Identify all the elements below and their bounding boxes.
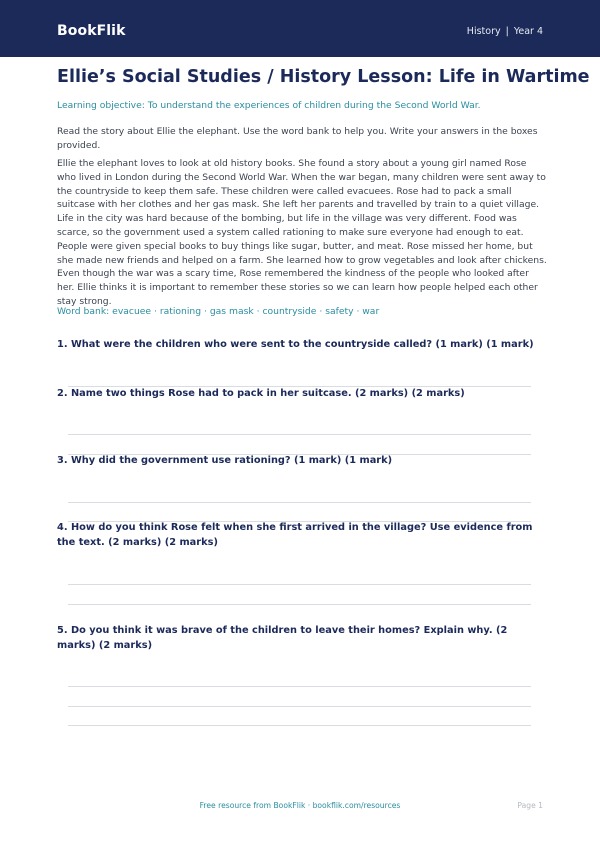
word-bank <box>57 306 547 318</box>
page-header <box>0 0 600 57</box>
page-footer <box>0 801 600 815</box>
question-1: 1. What were the children who were sent to the countryside called? (1 mark) (1 mark) <box>57 339 534 350</box>
answer-line[interactable] <box>68 604 531 605</box>
page-number: Page 1 <box>517 801 543 810</box>
word-bank-item: · gas mask <box>201 306 254 317</box>
question-4: 4. How do you think Rose felt when she first arrived in the village? Use evidence from the text. (2 marks) (2 marks) <box>57 522 533 548</box>
answer-line[interactable] <box>68 725 531 726</box>
question-3: 3. Why did the government use rationing? (1 mark) (1 mark) <box>57 455 393 466</box>
answer-line[interactable] <box>68 502 531 503</box>
brand-logo[interactable]: BookFlik <box>57 23 126 39</box>
word-bank-label: Word bank: <box>57 306 110 317</box>
answer-line[interactable] <box>68 434 531 435</box>
answer-line[interactable] <box>68 706 531 707</box>
year-label: Year 4 <box>513 26 543 37</box>
story-text: Ellie the elephant loves to look at old history books. She found a story about a young girl named Rose who lived in London during the Second World War. When the war began, many children were sent away to the countryside to keep them safe. These children were called evacuees. Rose had to pack a small suitcase with her clothes and her gas mask. She left her parents and travelled by train to a quiet village. Life in the city was hard because of the bombing, but life in the village was very different. Food was scarce, so the government used a system called rationing to make sure everyone had enough to eat. People were given special books to buy things like sugar, butter, and meat. Rose missed her home, but she made new friends and helped on a farm. She learned how to grow vegetables and look after chickens. Even though the war was a scary time, Rose remembered the kindness of the people who looked after her. Ellie thinks it is important to remember these stories so we can learn how people helped each other stay strong. <box>57 158 547 307</box>
instructions: Read the story about Ellie the elephant. Use the word bank to help you. Write your answers in the boxes provided. <box>57 126 538 151</box>
word-bank-item: · rationing <box>151 306 201 317</box>
answer-line[interactable] <box>68 584 531 585</box>
subject-label: History <box>466 26 501 37</box>
question-5: 5. Do you think it was brave of the children to leave their homes? Explain why. (2 marks) (2 marks) <box>57 625 508 651</box>
word-bank-item: · countryside <box>254 306 317 317</box>
answer-line[interactable] <box>68 686 531 687</box>
word-bank-item: · safety <box>316 306 353 317</box>
word-bank-item: · war <box>354 306 380 317</box>
subject-year-label <box>467 26 543 38</box>
header-separator: | <box>505 26 509 37</box>
footer-resource-link[interactable]: Free resource from BookFlik · bookflik.com/resources <box>199 801 401 810</box>
question-2: 2. Name two things Rose had to pack in her suitcase. (2 marks) (2 marks) <box>57 388 465 399</box>
lesson-title: Ellie’s Social Studies / History Lesson: Life in Wartime <box>57 67 590 87</box>
word-bank-item: evacuee <box>112 306 152 317</box>
learning-objective: Learning objective: To understand the experiences of children during the Second World War. <box>57 100 481 111</box>
